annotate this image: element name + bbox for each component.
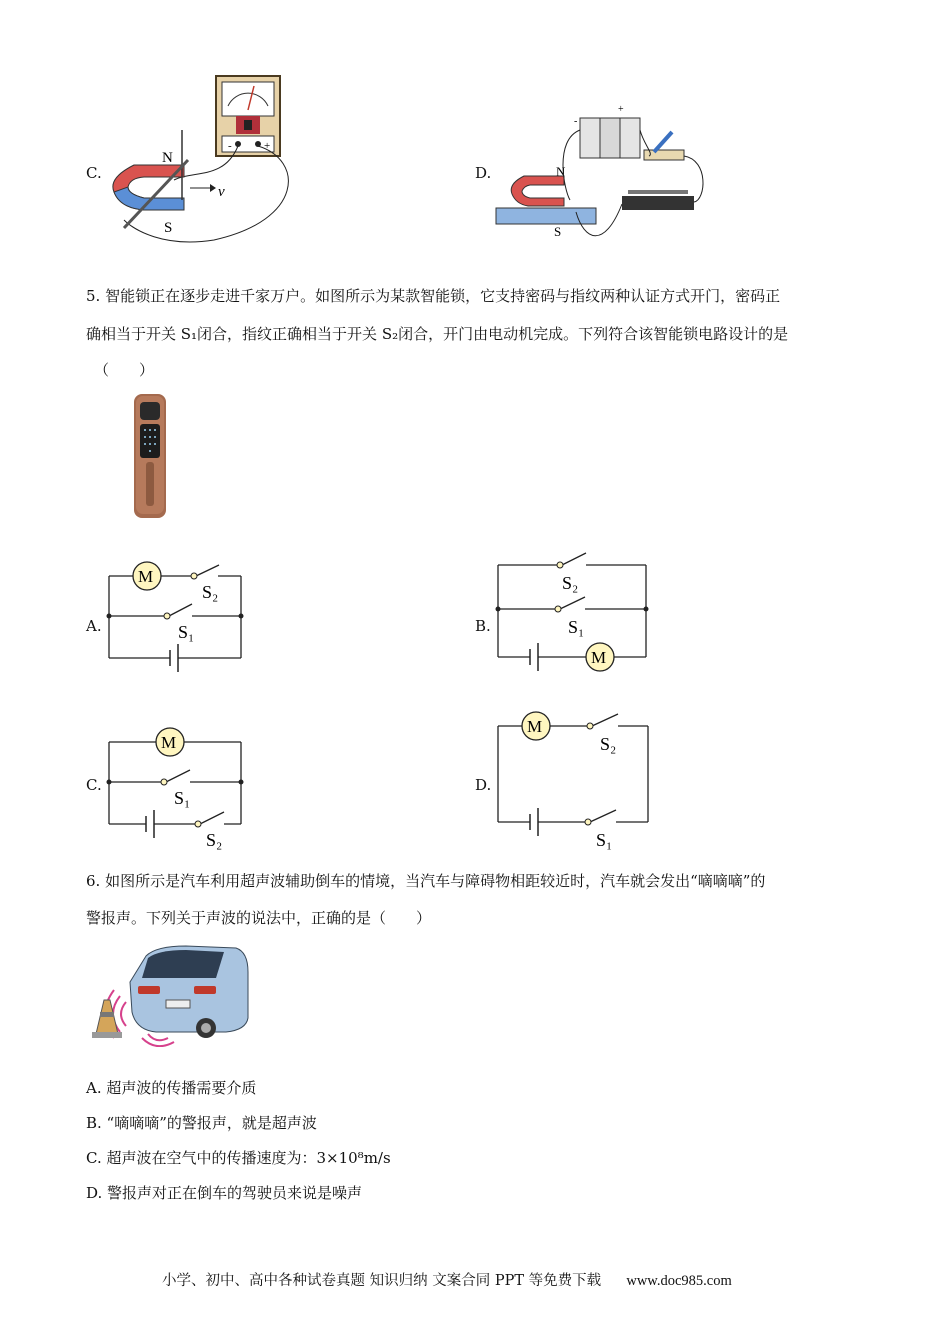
magnet-n-label-d: N — [556, 164, 566, 179]
battery-minus: - — [574, 116, 578, 127]
switch-a-bottom: S₁ — [178, 622, 195, 642]
option-d-label[interactable]: D. — [475, 164, 492, 182]
option-c-label[interactable]: C. — [86, 164, 102, 182]
motor-b: M — [591, 648, 607, 667]
choice-d[interactable]: D. 警报声对正在倒车的驾驶员来说是噪声 — [86, 1184, 363, 1202]
motor-d: M — [527, 717, 543, 736]
motor-c: M — [161, 733, 177, 752]
switch-a-top: S₂ — [202, 582, 219, 602]
galvanometer-plus: + — [264, 140, 271, 152]
footer-link[interactable]: www.doc985.com — [626, 1273, 732, 1289]
circuit-d — [490, 706, 660, 856]
choice-a[interactable]: A. 超声波的传播需要介质 — [86, 1079, 257, 1097]
battery-plus: + — [618, 104, 624, 115]
circuit-a — [100, 558, 250, 678]
magnet-n-label: N — [162, 150, 173, 166]
switch-c-top: S₁ — [174, 788, 191, 808]
footer — [162, 1269, 732, 1290]
switch-b-bottom: S₁ — [568, 617, 585, 637]
q6-line2: 警报声。下列关于声波的说法中，正确的是（ ） — [86, 909, 432, 927]
switch-d-bottom: S₁ — [596, 830, 613, 850]
magnet-s-label-d: S — [554, 224, 562, 239]
circuit-b — [490, 545, 660, 675]
choice-b[interactable]: B. “嘀嘀嘀”的警报声，就是超声波 — [86, 1114, 317, 1132]
car-reversing-image — [86, 942, 251, 1047]
q6-line1: 6. 如图所示是汽车利用超声波辅助倒车的情境，当汽车与障碍物相距较近时，汽车就会发出“嘀嘀嘀”的 — [86, 872, 766, 890]
switch-b-top: S₂ — [562, 573, 579, 593]
velocity-label: v — [218, 184, 225, 200]
q5-line3: （ ） — [94, 361, 155, 379]
battery-circuit-figure — [494, 100, 714, 250]
circuit-c — [100, 722, 250, 852]
switch-c-bottom: S₂ — [206, 830, 223, 850]
footer-text: 小学、初中、高中各种试卷真题 知识归纳 文案合同 PPT 等免费下载 — [162, 1273, 602, 1289]
q5-line2: 确相当于开关 S₁闭合，指纹正确相当于开关 S₂闭合，开门由电动机完成。下列符合该智能锁电路设计的是 — [86, 325, 789, 343]
q5-line1: 5. 智能锁正在逐步走进千家万户。如图所示为某款智能锁，它支持密码与指纹两种认证方式开门，密码正 — [86, 287, 781, 305]
magnet-s-label: S — [164, 220, 173, 236]
smart-lock-image — [130, 392, 170, 522]
circuit-option-d-label[interactable]: D. — [475, 776, 492, 794]
motor-a: M — [138, 567, 154, 586]
switch-d-top: S₂ — [600, 734, 617, 754]
circuit-option-a-label[interactable]: A. — [86, 617, 102, 635]
galvanometer-figure — [104, 70, 304, 245]
choice-c[interactable]: C. 超声波在空气中的传播速度为：3×10⁸m/s — [86, 1149, 391, 1167]
circuit-option-c-label[interactable]: C. — [86, 776, 102, 794]
circuit-option-b-label[interactable]: B. — [475, 617, 491, 635]
galvanometer-minus: - — [228, 140, 232, 152]
